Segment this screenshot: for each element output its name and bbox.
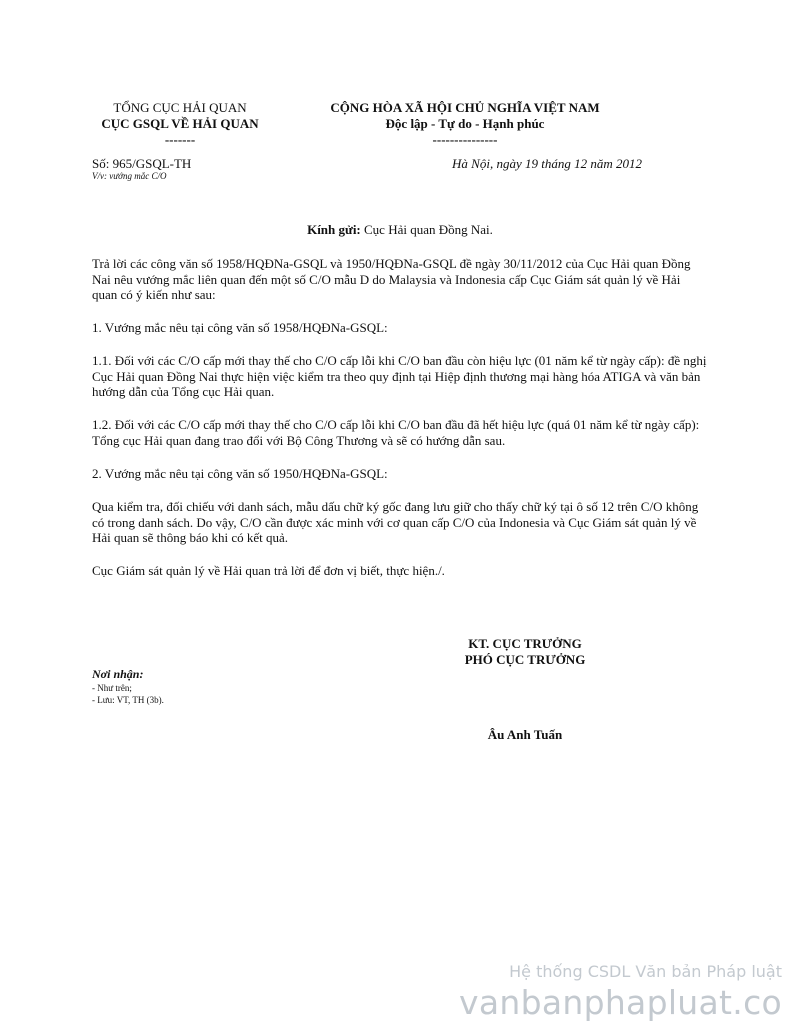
watermark — [459, 962, 782, 1022]
recipients-block — [92, 667, 164, 706]
section-2-heading: 2. Vướng mắc nêu tại công văn số 1950/HQĐNa-GSQL: — [92, 466, 388, 481]
signer-title-2: PHÓ CỤC TRƯỞNG — [464, 652, 586, 667]
signer-block — [400, 636, 650, 668]
recipient-item: - Như trên; — [92, 683, 132, 693]
header-right-block — [300, 100, 630, 148]
recipient-line — [92, 222, 708, 238]
header-right-separator: --------------- — [432, 132, 498, 147]
section-1-1-paragraph: 1.1. Đối với các C/O cấp mới thay thế cho C/O cấp lỗi khi C/O ban đầu còn hiệu lực (01 năm kể từ ngày cấp): đề nghị Cục Hải quan Đồng Nai thực hiện việc kiểm tra theo quy định tại Hiệp định thương mại hàng hóa ATIGA và văn bản hướng dẫn của Tổng cục Hải quan. — [92, 353, 707, 399]
department-name: CỤC GSQL VỀ HẢI QUAN — [101, 116, 259, 131]
watermark-line-1: Hệ thống CSDL Văn bản Pháp luật — [509, 962, 782, 981]
recipient-label: Kính gửi: — [307, 222, 361, 237]
document-date: Hà Nội, ngày 19 tháng 12 năm 2012 — [452, 156, 642, 171]
header-left-separator: ------- — [164, 132, 196, 147]
recipients-title: Nơi nhận: — [92, 667, 144, 681]
recipient-item: - Lưu: VT, TH (3b). — [92, 695, 164, 705]
national-motto: Độc lập - Tự do - Hạnh phúc — [385, 116, 545, 131]
section-1-2-paragraph: 1.2. Đối với các C/O cấp mới thay thế cho C/O cấp lỗi khi C/O ban đầu đã hết hiệu lực (quá 01 năm kể từ ngày cấp): Tổng cục Hải quan đang trao đổi với Bộ Công Thương và sẽ có hướng dẫn sau. — [92, 417, 700, 448]
signer-name: Âu Anh Tuấn — [487, 727, 563, 742]
recipient-name: Cục Hải quan Đồng Nai. — [360, 222, 493, 237]
watermark-line-2: vanbanphapluat.co — [459, 983, 782, 1022]
header-left-block — [80, 100, 280, 148]
section-2-paragraph: Qua kiểm tra, đối chiếu với danh sách, mẫu dấu chữ ký gốc đang lưu giữ cho thấy chữ ký tại ô số 12 trên C/O không có trong danh sách. Do vậy, C/O cần được xác minh với cơ quan cấp C/O của Indonesia và Cục Giám sát quản lý về Hải quan sẽ thông báo khi có kết quả. — [92, 499, 699, 545]
agency-name: TỔNG CỤC HẢI QUAN — [113, 100, 247, 115]
closing-paragraph: Cục Giám sát quản lý về Hải quan trả lời để đơn vị biết, thực hiện./. — [92, 563, 445, 578]
signer-title-1: KT. CỤC TRƯỞNG — [468, 636, 582, 651]
document-subject: V/v: vướng mắc C/O — [92, 171, 167, 181]
intro-paragraph: Trả lời các công văn số 1958/HQĐNa-GSQL và 1950/HQĐNa-GSQL đề ngày 30/11/2012 của Cục Hải quan Đồng Nai nêu vướng mắc liên quan đến một số C/O mẫu D do Malaysia và Indonesia cấp Cục Giám sát quản lý về Hải quan có ý kiến như sau: — [92, 256, 691, 302]
document-number: Số: 965/GSQL-TH — [92, 156, 192, 171]
republic-title: CỘNG HÒA XÃ HỘI CHỦ NGHĨA VIỆT NAM — [330, 100, 600, 115]
section-1-heading: 1. Vướng mắc nêu tại công văn số 1958/HQĐNa-GSQL: — [92, 320, 388, 335]
